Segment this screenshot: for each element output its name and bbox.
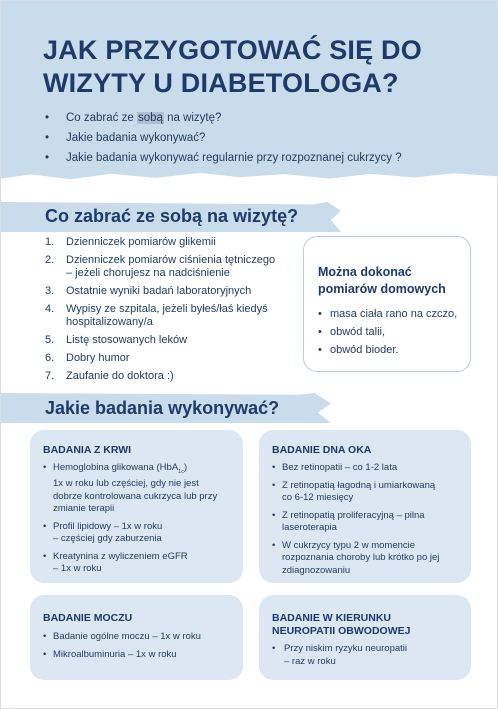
home-measurements-list <box>318 308 457 362</box>
list-item: • Badanie ogólne moczu – 1x w roku <box>43 631 235 644</box>
page-title <box>43 34 483 100</box>
section-title-tests: Jakie badania wykonywać? <box>45 398 280 418</box>
card-blood-tests <box>30 430 243 583</box>
card-list <box>43 631 235 666</box>
header-question: • Co zabrać ze sobą na wizytę? <box>45 111 402 131</box>
list-item: • Hemoglobina glikowana (HbA$_{1c}$) 1x w roku lub częściej, gdy nie jest dobrze kontrolowana cukrzyca lub przy zmianie terapii <box>43 462 235 516</box>
card-title: BADANIE DNA OKA <box>272 444 372 456</box>
card-list <box>272 462 464 582</box>
header-question: • Jakie badania wykonywać regularnie przy rozpoznanej cukrzycy ? <box>45 151 402 171</box>
list-item: • Kreatynina z wyliczeniem eGFR – 1x w roku <box>43 551 235 576</box>
home-measurements-title: Można dokonać pomiarów domowych <box>318 265 446 296</box>
list-item: • Z retinopatią proliferacyjną – pilna laseroterapia <box>272 510 464 535</box>
highlighted-word: sobą <box>137 112 163 124</box>
list-item: 4. Wypisy ze szpitala, jeżeli byłeś/łaś kiedyś hospitalizowany/a <box>45 303 268 328</box>
list-item: • obwód bioder. <box>318 344 457 362</box>
list-item: 6. Dobry humor <box>45 352 130 364</box>
list-item: • obwód talii, <box>318 326 457 344</box>
list-item: 2. Dzienniczek pomiarów ciśnienia tętniczego – jeżeli chorujesz na nadciśnienie <box>45 254 276 279</box>
title-line-1: JAK PRZYGOTOWAĆ SIĘ DO <box>43 35 422 65</box>
what-to-bring-list <box>45 236 295 388</box>
list-item: • Z retinopatią łagodną i umiarkowaną co 6-12 miesięcy <box>272 480 464 505</box>
list-item: • Profil lipidowy – 1x w roku – częściej gdy zaburzenia <box>43 521 235 546</box>
list-item: 7. Zaufanie do doktora :) <box>45 370 174 382</box>
list-item: • Mikroalbuminuria – 1x w roku <box>43 649 235 662</box>
card-title: BADANIE MOCZU <box>43 612 133 624</box>
list-item: 3. Ostatnie wyniki badań laboratoryjnych <box>45 285 252 297</box>
list-item: • W cukrzycy typu 2 w momencie rozpoznania choroby lub krótko po jej zdiagnozowaniu <box>272 540 464 578</box>
header-banner <box>1 1 498 179</box>
header-question-list <box>45 111 402 171</box>
card-title: BADANIA Z KRWI <box>43 444 132 456</box>
home-measurements-box <box>303 236 471 372</box>
header-question: • Jakie badania wykonywać? <box>45 131 402 151</box>
card-list <box>272 643 464 673</box>
card-title: BADANIE W KIERUNKU NEUROPATII OBWODOWEJ <box>272 612 411 637</box>
title-line-2: WIZYTY U DIABETOLOGA? <box>43 68 399 98</box>
list-item: • masa ciała rano na czczo, <box>318 308 457 326</box>
list-item: • Przy niskim ryzyku neuropatii – raz w roku <box>272 643 464 668</box>
card-eye-exam <box>259 430 471 583</box>
list-item: 1. Dzienniczek pomiarów glikemii <box>45 236 216 248</box>
card-neuropathy-test <box>259 595 471 680</box>
card-urine-test <box>30 595 243 680</box>
list-item: • Bez retinopatii – co 1-2 lata <box>272 462 464 475</box>
card-list <box>43 462 235 581</box>
section-title-what-to-bring: Co zabrać ze sobą na wizytę? <box>45 206 299 226</box>
list-item: 5. Listę stosowanych leków <box>45 334 188 346</box>
